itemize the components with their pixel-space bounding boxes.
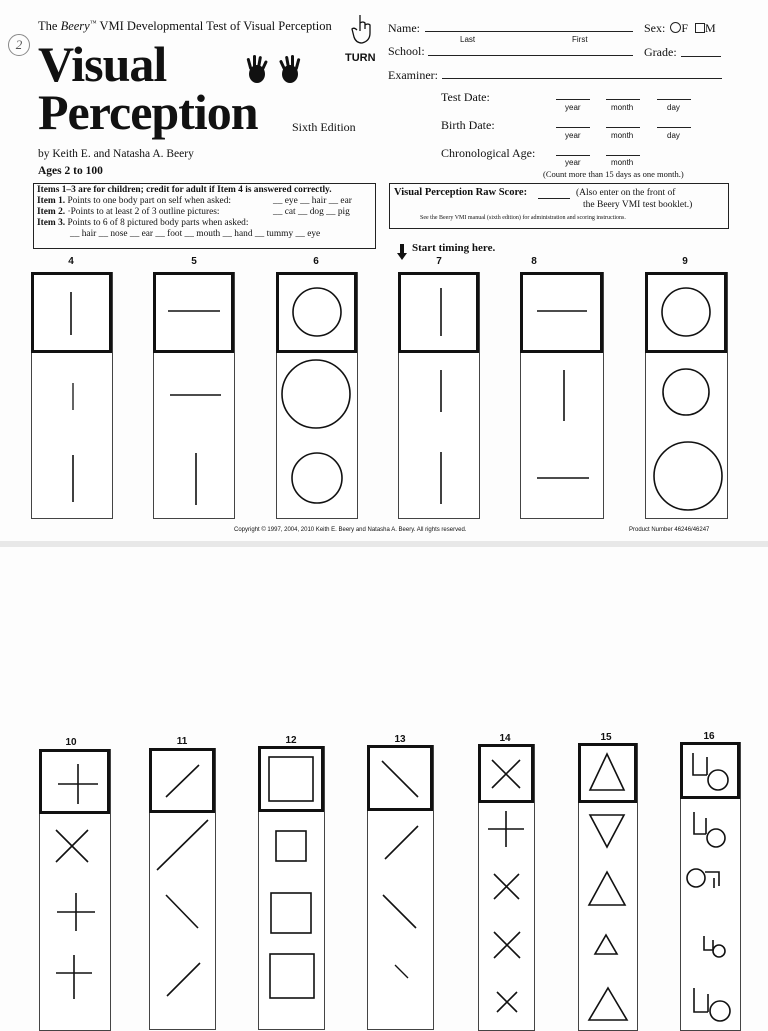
birth-date-month[interactable] (606, 127, 640, 128)
page-divider (0, 541, 768, 547)
year-caption: year (565, 158, 581, 167)
hook-circle-shape (0, 0, 1, 1)
series-title: The Beery™ VMI Developmental Test of Visual Perception (38, 19, 332, 34)
ages: Ages 2 to 100 (38, 165, 103, 177)
item-number: 5 (191, 256, 197, 267)
month-caption: month (611, 158, 634, 167)
item-number: 4 (68, 256, 74, 267)
birth-date-day[interactable] (657, 127, 691, 128)
chron-age-year[interactable] (556, 155, 590, 156)
item-16-target (680, 742, 740, 799)
month-caption: month (611, 103, 634, 112)
items-box: Items 1–3 are for children; credit for adult if Item 4 is answered correctly. Item 1. Points to one body part on self when asked: __ eye __ hair __ ear Item 2. ·Points to at least 2 of 3 outline pictures: __ cat __ dog __ pig Item 3. Points to 6 of 8 pictured body parts when asked: __ hair __ nose __ ear __ foot __ mouth __ hand __ tummy __ eye (33, 183, 376, 249)
item1-options[interactable]: __ eye __ hair __ ear (273, 196, 352, 206)
sex-m-checkbox[interactable] (695, 23, 705, 33)
test-date-label: Test Date: (441, 90, 490, 104)
product-number: Product Number 46246/46247 (629, 527, 710, 533)
item-number: 13 (394, 734, 406, 745)
month-caption: month (611, 131, 634, 140)
pointing-hand-icon (350, 13, 374, 47)
grade-label: Grade: (644, 45, 677, 59)
day-caption: day (667, 131, 680, 140)
raw-score-box (389, 183, 729, 229)
chron-age-label: Chronological Age: (441, 146, 536, 160)
test-date-month[interactable] (606, 99, 640, 100)
name-label: Name: (388, 21, 420, 35)
item-number: 6 (313, 256, 319, 267)
item-number: 15 (600, 732, 612, 743)
item-number: 10 (65, 737, 77, 748)
examiner-field[interactable] (442, 78, 722, 79)
test-date-year[interactable] (556, 99, 590, 100)
item-8-target (520, 272, 603, 353)
turn-label: TURN (345, 52, 376, 64)
copyright: Copyright © 1997, 2004, 2010 Keith E. Beery and Natasha A. Beery. All rights reserved. (234, 527, 467, 533)
name-field[interactable] (425, 31, 633, 32)
birth-date-label: Birth Date: (441, 118, 495, 132)
corner-mark: 2 (8, 34, 30, 56)
start-timing-label: Start timing here. (412, 242, 496, 254)
down-arrow-icon (397, 244, 407, 260)
items-heading: Items 1–3 are for children; credit for adult if Item 4 is answered correctly. (37, 185, 332, 195)
name-last-caption: Last (460, 35, 476, 44)
item-5-target (153, 272, 234, 353)
item-number: 11 (176, 736, 188, 747)
item-number: 8 (531, 256, 537, 267)
title-visual: Visual (38, 36, 167, 92)
item-9-target (645, 272, 727, 353)
name-first-caption: First (572, 35, 588, 44)
year-caption: year (565, 103, 581, 112)
chron-age-month[interactable] (606, 155, 640, 156)
grade-field[interactable] (681, 56, 721, 57)
item-number: 9 (682, 256, 688, 267)
edition: Sixth Edition (292, 120, 356, 134)
sex-field: Sex: F M (644, 21, 716, 35)
item-number: 12 (285, 735, 297, 746)
title-perception: Perception (38, 84, 258, 140)
test-date-day[interactable] (657, 99, 691, 100)
item-number: 14 (499, 733, 511, 744)
item-15-target (578, 743, 637, 803)
item-10-target (39, 749, 110, 814)
item-7-target (398, 272, 479, 353)
manual-note: See the Beery VMI manual (sixth edition) for administration and scoring instructions. (420, 215, 626, 221)
count-note: (Count more than 15 days as one month.) (543, 169, 684, 179)
raw-score-note-1: (Also enter on the front of (576, 188, 676, 198)
item2-options[interactable]: __ cat __ dog __ pig (273, 207, 350, 217)
item-6-target (276, 272, 357, 353)
raw-score-field[interactable] (538, 198, 570, 199)
sex-f-radio[interactable] (670, 22, 681, 33)
year-caption: year (565, 131, 581, 140)
school-field[interactable] (428, 55, 633, 56)
hands-icon (242, 54, 306, 88)
raw-score-label: Visual Perception Raw Score: (394, 187, 528, 198)
examiner-label: Examiner: (388, 68, 438, 82)
raw-score-note-2: the Beery VMI test booklet.) (583, 200, 693, 210)
item3-options[interactable]: __ hair __ nose __ ear __ foot __ mouth __ hand __ tummy __ eye (70, 229, 321, 239)
authors: by Keith E. and Natasha A. Beery (38, 148, 194, 160)
school-label: School: (388, 44, 425, 58)
item-12-target (258, 746, 324, 812)
item-number: 7 (436, 256, 442, 267)
day-caption: day (667, 103, 680, 112)
item-number: 16 (703, 731, 715, 742)
birth-date-year[interactable] (556, 127, 590, 128)
